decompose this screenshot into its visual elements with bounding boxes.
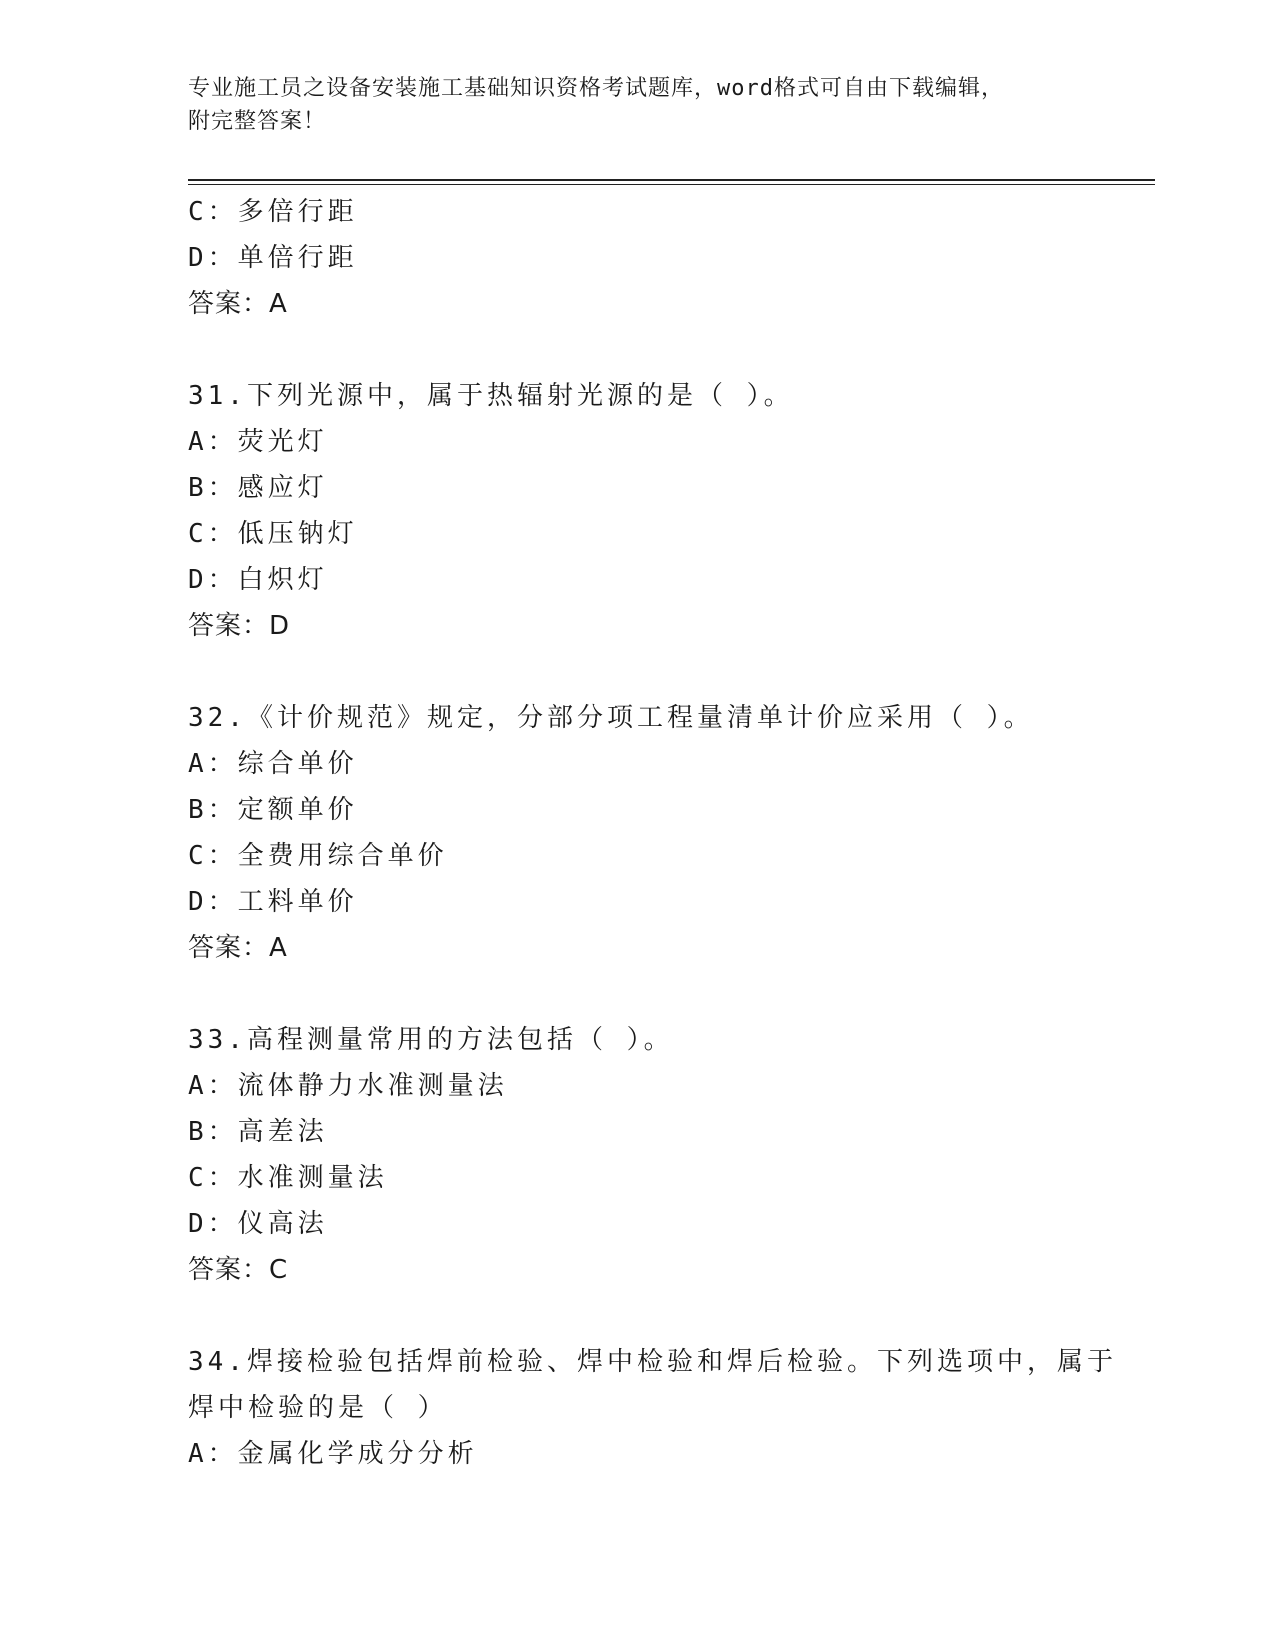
option-b: B：高差法 bbox=[188, 1117, 328, 1147]
spacer bbox=[188, 1293, 1088, 1339]
header-line-1: 专业施工员之设备安装施工基础知识资格考试题库，word格式可自由下载编辑， bbox=[188, 76, 1004, 101]
option-d: D：仪高法 bbox=[188, 1209, 328, 1239]
option-b: B：感应灯 bbox=[188, 473, 328, 503]
question-34 bbox=[188, 1339, 1117, 1477]
option-c: C：多倍行距 bbox=[188, 197, 358, 227]
header-divider-thick bbox=[188, 179, 1155, 181]
option-d: D：工料单价 bbox=[188, 887, 358, 917]
question-32 bbox=[188, 695, 1088, 971]
document-header bbox=[188, 72, 1088, 138]
question-text: 31.下列光源中，属于热辐射光源的是（ ）。 bbox=[188, 381, 794, 411]
question-text-line-2: 焊中检验的是（ ） bbox=[188, 1393, 448, 1423]
option-c: C：全费用综合单价 bbox=[188, 841, 448, 871]
answer-line: 答案：A bbox=[188, 933, 288, 963]
answer-line: 答案：A bbox=[188, 289, 288, 319]
option-a: A：综合单价 bbox=[188, 749, 358, 779]
option-d: D：白炽灯 bbox=[188, 565, 328, 595]
option-a: A：金属化学成分分析 bbox=[188, 1439, 478, 1469]
question-text: 32.《计价规范》规定，分部分项工程量清单计价应采用（ ）。 bbox=[188, 703, 1034, 733]
spacer bbox=[188, 971, 1088, 1017]
option-a: A：荧光灯 bbox=[188, 427, 328, 457]
question-31 bbox=[188, 373, 1088, 649]
question-33 bbox=[188, 1017, 1088, 1293]
answer-line: 答案：D bbox=[188, 611, 291, 641]
spacer bbox=[188, 649, 1088, 695]
question-text: 33.高程测量常用的方法包括（ ）。 bbox=[188, 1025, 674, 1055]
question-continued bbox=[188, 189, 1088, 327]
question-text-line-1: 34.焊接检验包括焊前检验、焊中检验和焊后检验。下列选项中，属于 bbox=[188, 1347, 1117, 1377]
spacer bbox=[188, 327, 1088, 373]
header-line-2: 附完整答案！ bbox=[188, 109, 327, 134]
option-a: A：流体静力水准测量法 bbox=[188, 1071, 508, 1101]
header-divider-thin bbox=[188, 184, 1155, 185]
option-c: C：水准测量法 bbox=[188, 1163, 388, 1193]
question-list bbox=[188, 189, 1117, 1477]
answer-line: 答案：C bbox=[188, 1255, 289, 1285]
option-b: B：定额单价 bbox=[188, 795, 358, 825]
option-d: D：单倍行距 bbox=[188, 243, 358, 273]
option-c: C：低压钠灯 bbox=[188, 519, 358, 549]
